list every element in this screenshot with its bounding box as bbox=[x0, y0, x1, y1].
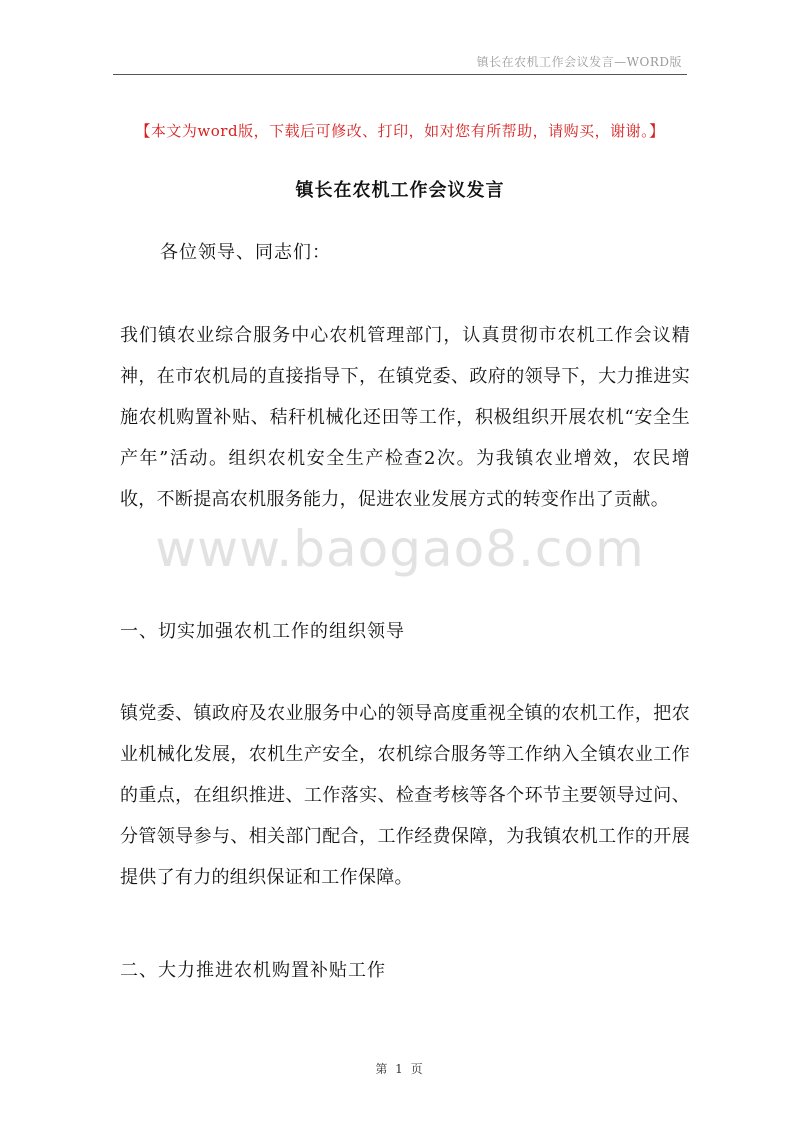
section-heading-1: 一、切实加强农机工作的组织领导 bbox=[120, 621, 405, 642]
paragraph-intro: 我们镇农业综合服务中心农机管理部门，认真贯彻市农机工作会议精神，在市农机局的直接指导下，在镇党委、政府的领导下，大力推进实施农机购置补贴、秸秆机械化还田等工作，积极组织开展农机“安全生产年”活动。组织农机安全生产检查2次。为我镇农业增效，农民增收，不断提高农机服务能力，促进农业发展方式的转变作出了贡献。 bbox=[120, 325, 690, 510]
paragraph-section-1: 镇党委、镇政府及农业服务中心的领导高度重视全镇的农机工作，把农业机械化发展，农机生产安全，农机综合服务等工作纳入全镇农业工作的重点，在组织推进、工作落实、检查考核等各个环节主要领导过问、分管领导参与、相关部门配合，工作经费保障，为我镇农机工作的开展提供了有力的组织保证和工作保障。 bbox=[120, 703, 690, 888]
header-divider bbox=[113, 74, 687, 75]
document-title: 镇长在农机工作会议发言 bbox=[295, 180, 505, 201]
running-header: 镇长在农机工作会议发言—WORD版 bbox=[476, 55, 682, 69]
purchase-notice: 【本文为word版，下载后可修改、打印，如对您有所帮助，请购买，谢谢。】 bbox=[135, 122, 665, 140]
watermark: www.baogao8.com bbox=[155, 520, 645, 578]
section-heading-2: 二、大力推进农机购置补贴工作 bbox=[120, 960, 386, 981]
salutation: 各位领导、同志们： bbox=[160, 242, 331, 263]
page-number: 第 1 页 bbox=[375, 1062, 425, 1076]
